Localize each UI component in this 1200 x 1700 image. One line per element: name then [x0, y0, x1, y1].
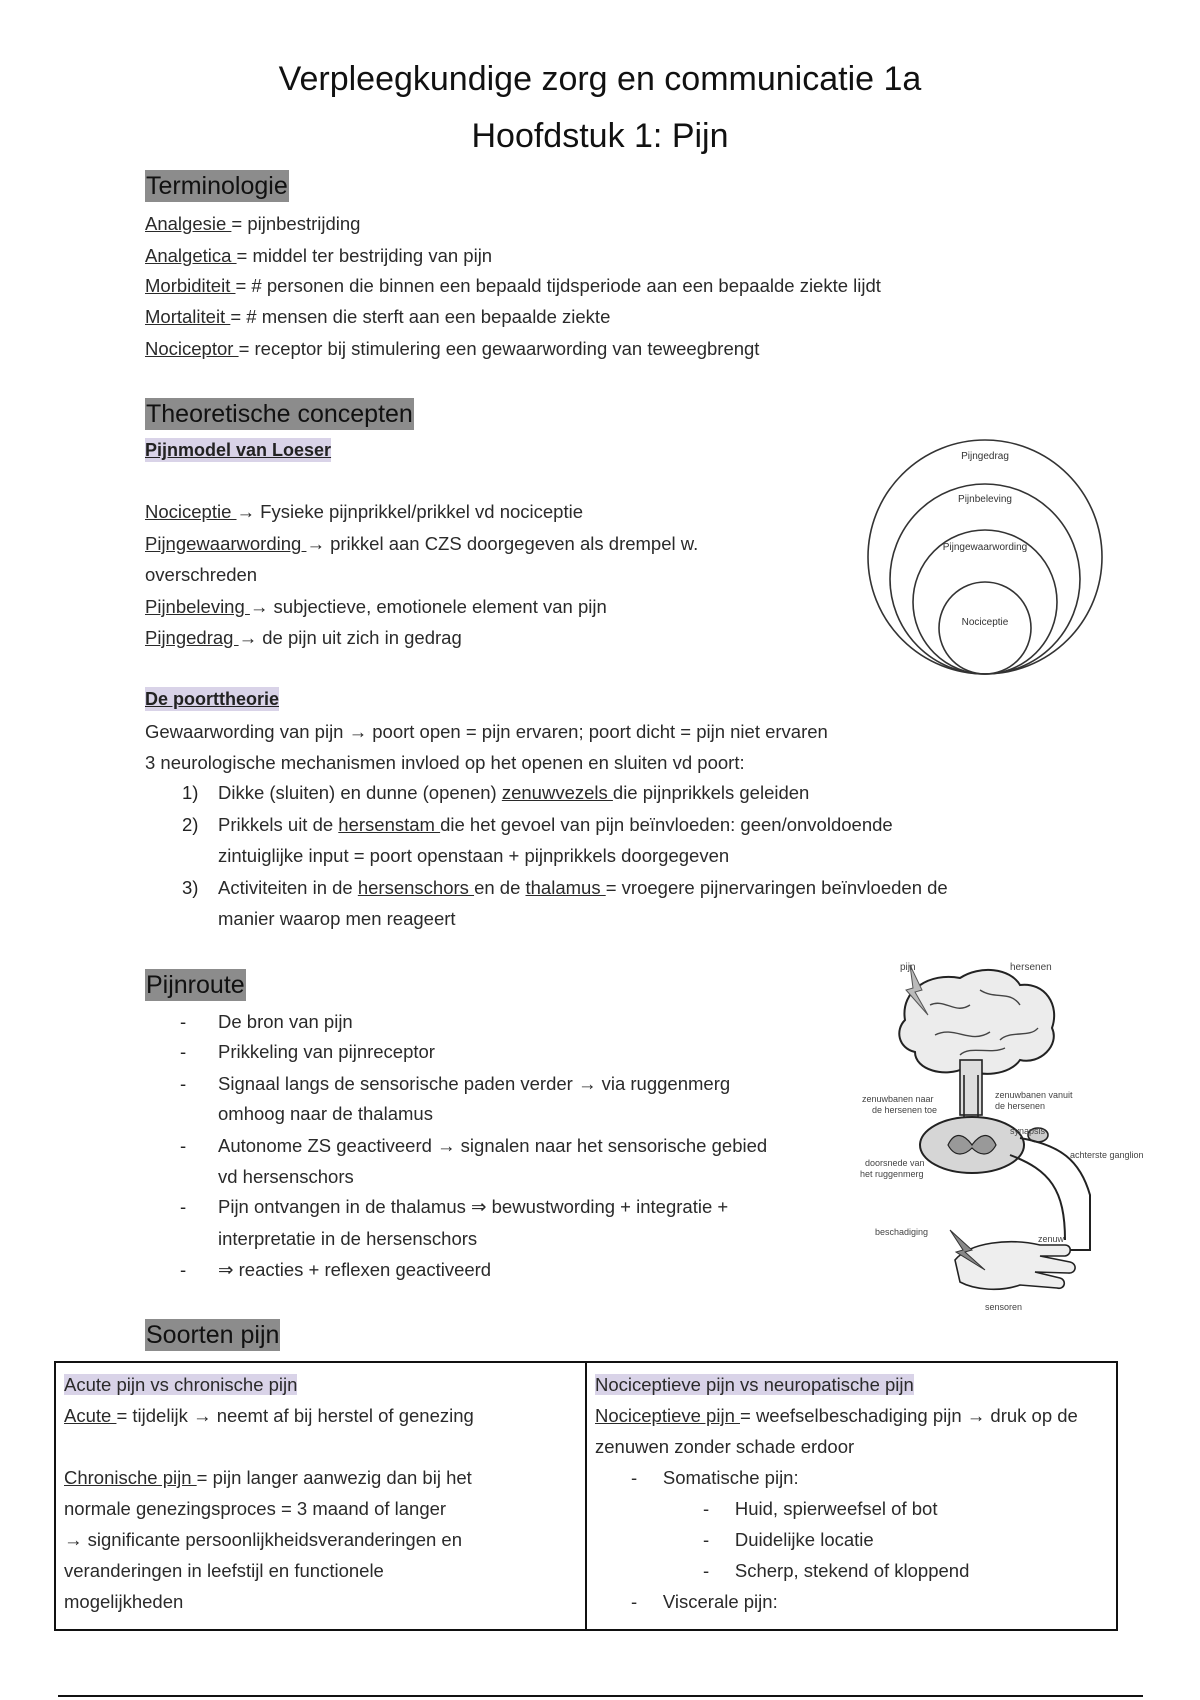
bullet-dash: -: [180, 1073, 187, 1094]
loeser-item: [145, 532, 698, 556]
hand-illustration: [955, 1242, 1075, 1290]
term-definition: = receptor bij stimulering een gewaarwording van teweegbrengt: [238, 338, 760, 359]
cell-sub-bullet: - Scherp, stekend of kloppend: [703, 1560, 970, 1581]
term-row: [145, 212, 360, 236]
term-row: [145, 244, 492, 268]
cell-line: mogelijkheden: [64, 1591, 184, 1612]
cell-sub-bullet: - Duidelijke locatie: [703, 1529, 874, 1550]
label-beschadiging: beschadiging: [875, 1227, 929, 1237]
label-zenuwbanen-naar: zenuwbanen naar: [862, 1094, 934, 1104]
label-doorsnede-2: het ruggenmerg: [860, 1169, 924, 1179]
pijnroute-step-continuation: interpretatie in de hersenschors: [218, 1228, 478, 1249]
list-number: 1): [182, 782, 199, 803]
poort-line: 3 neurologische mechanismen invloed op het openen en sluiten vd poort:: [145, 752, 745, 773]
document-title: Verpleegkundige zorg en communicatie 1a: [278, 60, 922, 98]
cell-line: normale genezingsproces = 3 maand of langer: [64, 1498, 447, 1519]
cell-line: → significante persoonlijkheidsveranderingen en: [64, 1529, 462, 1550]
term-definition: → subjectieve, emotionele element van pijn: [249, 596, 607, 617]
label-sensoren: sensoren: [985, 1302, 1023, 1312]
loeser-item: [145, 595, 607, 619]
term-row: [145, 337, 759, 361]
poort-mechanism: Activiteiten in de hersenschors en de thalamus = vroegere pijnervaringen beïnvloeden de: [218, 877, 948, 898]
term: Nociceptie: [145, 501, 237, 522]
bullet-dash: -: [180, 1196, 187, 1217]
label-pijnbeleving: Pijnbeleving: [958, 494, 1012, 505]
term: Analgesie: [145, 213, 232, 234]
term-definition: = middel ter bestrijding van pijn: [236, 245, 493, 266]
label-pijngedrag: Pijngedrag: [961, 451, 1009, 462]
term: Nociceptor: [145, 338, 239, 359]
poort-line: Gewaarwording van pijn → poort open = pijn ervaren; poort dicht = pijn niet ervaren: [145, 721, 828, 742]
pain-types-left-cell: [55, 1362, 586, 1630]
pijnroute-step-continuation: vd hersenschors: [218, 1166, 354, 1187]
term: Pijngedrag: [145, 627, 239, 648]
circle-pijngedrag: [868, 440, 1102, 674]
label-doorsnede: doorsnede van: [865, 1158, 925, 1168]
label-zenuwbanen-naar-2: de hersenen toe: [872, 1105, 938, 1115]
label-hersenen: hersenen: [1010, 962, 1052, 973]
loeser-item: [145, 626, 462, 650]
pain-types-right-cell: [586, 1362, 1117, 1630]
section-heading-pijnroute: Pijnroute: [146, 971, 245, 999]
label-pijngewaarwording: Pijngewaarwording: [942, 542, 1028, 553]
chapter-title: Hoofdstuk 1: Pijn: [471, 117, 729, 155]
list-number: 2): [182, 814, 199, 835]
label-zenuwbanen-vanuit-2: de hersenen: [995, 1101, 1046, 1111]
bullet-dash: -: [180, 1135, 187, 1156]
section-heading-soorten-pijn: Soorten pijn: [146, 1321, 280, 1349]
bullet-dash: -: [180, 1041, 187, 1062]
term-definition: → Fysieke pijnprikkel/prikkel vd nociceptie: [236, 501, 584, 522]
brain-illustration: [899, 970, 1054, 1074]
loeser-item: [145, 500, 583, 524]
term-row: [145, 305, 610, 329]
term: Pijnbeleving: [145, 596, 250, 617]
section-heading-theoretische-concepten: Theoretische concepten: [146, 400, 413, 428]
label-achterste-ganglion: achterste ganglion: [1070, 1150, 1144, 1160]
term-definition: → prikkel aan CZS doorgegeven als drempel w.: [306, 533, 699, 554]
cell-sub-bullet: - Huid, spierweefsel of bot: [703, 1498, 938, 1519]
poort-mechanism: Prikkels uit de hersenstam die het gevoel van pijn beïnvloeden: geen/onvoldoende: [218, 814, 893, 835]
term: Analgetica: [145, 245, 237, 266]
cell-blank: [64, 1431, 577, 1462]
footer-divider: [58, 1695, 1143, 1697]
label-pijn: pijn: [900, 962, 916, 973]
cell-heading: Nociceptieve pijn vs neuropatische pijn: [595, 1374, 914, 1395]
term: Pijngewaarwording: [145, 533, 307, 554]
subheading-pijnmodel-loeser: Pijnmodel van Loeser: [145, 440, 332, 460]
label-zenuwbanen-vanuit: zenuwbanen vanuit: [995, 1090, 1073, 1100]
label-nociceptie: Nociceptie: [961, 617, 1009, 628]
pijnroute-step: Autonome ZS geactiveerd → signalen naar het sensorische gebied: [218, 1135, 768, 1156]
cell-line: Chronische pijn = pijn langer aanwezig dan bij het: [64, 1467, 472, 1488]
section-heading-terminologie: Terminologie: [146, 172, 288, 200]
circle-nociceptie: [939, 582, 1031, 674]
term-definition: = # mensen die sterft aan een bepaalde ziekte: [230, 306, 611, 327]
term: Mortaliteit: [145, 306, 231, 327]
poort-mechanism: Dikke (sluiten) en dunne (openen) zenuwvezels die pijnprikkels geleiden: [218, 782, 810, 803]
label-zenuw: zenuw: [1038, 1234, 1065, 1244]
loeser-item-continuation: overschreden: [145, 564, 258, 585]
subheading-poorttheorie: De poorttheorie: [145, 689, 280, 709]
term-definition: = pijnbestrijding: [231, 213, 361, 234]
cell-heading: Acute pijn vs chronische pijn: [64, 1374, 298, 1395]
cell-bullet: - Somatische pijn:: [631, 1467, 799, 1488]
term-definition: → de pijn uit zich in gedrag: [238, 627, 462, 648]
term-row: [145, 274, 881, 298]
term: Morbiditeit: [145, 275, 236, 296]
pijnroute-step: Pijn ontvangen in de thalamus ⇒ bewustwording + integratie +: [218, 1196, 729, 1217]
poort-mechanism-continuation: manier waarop men reageert: [218, 908, 456, 929]
pijnroute-step: De bron van pijn: [218, 1011, 353, 1032]
cell-line: zenuwen zonder schade erdoor: [595, 1436, 855, 1457]
pain-types-table: [54, 1361, 1118, 1631]
pijnroute-step: ⇒ reacties + reflexen geactiveerd: [218, 1259, 492, 1280]
bullet-dash: -: [180, 1259, 187, 1280]
pain-route-diagram: [860, 960, 1180, 1320]
bullet-dash: -: [180, 1011, 187, 1032]
loeser-model-diagram: [855, 432, 1135, 677]
cell-line: veranderingen in leefstijl en functionele: [64, 1560, 384, 1581]
circle-pijnbeleving: [890, 484, 1080, 674]
list-number: 3): [182, 877, 199, 898]
pijnroute-step: Signaal langs de sensorische paden verder → via ruggenmerg: [218, 1073, 731, 1094]
label-synapsis: synapsis: [1010, 1126, 1046, 1136]
cell-line: Nociceptieve pijn = weefselbeschadiging pijn → druk op de: [595, 1405, 1078, 1426]
cell-line: Acute = tijdelijk → neemt af bij herstel of genezing: [64, 1405, 474, 1426]
term-definition: = # personen die binnen een bepaald tijdsperiode aan een bepaalde ziekte lijdt: [235, 275, 881, 296]
cell-bullet: - Viscerale pijn:: [631, 1591, 778, 1612]
pijnroute-step: Prikkeling van pijnreceptor: [218, 1041, 435, 1062]
poort-mechanism-continuation: zintuiglijke input = poort openstaan + pijnprikkels doorgegeven: [218, 845, 730, 866]
pijnroute-step-continuation: omhoog naar de thalamus: [218, 1103, 433, 1124]
